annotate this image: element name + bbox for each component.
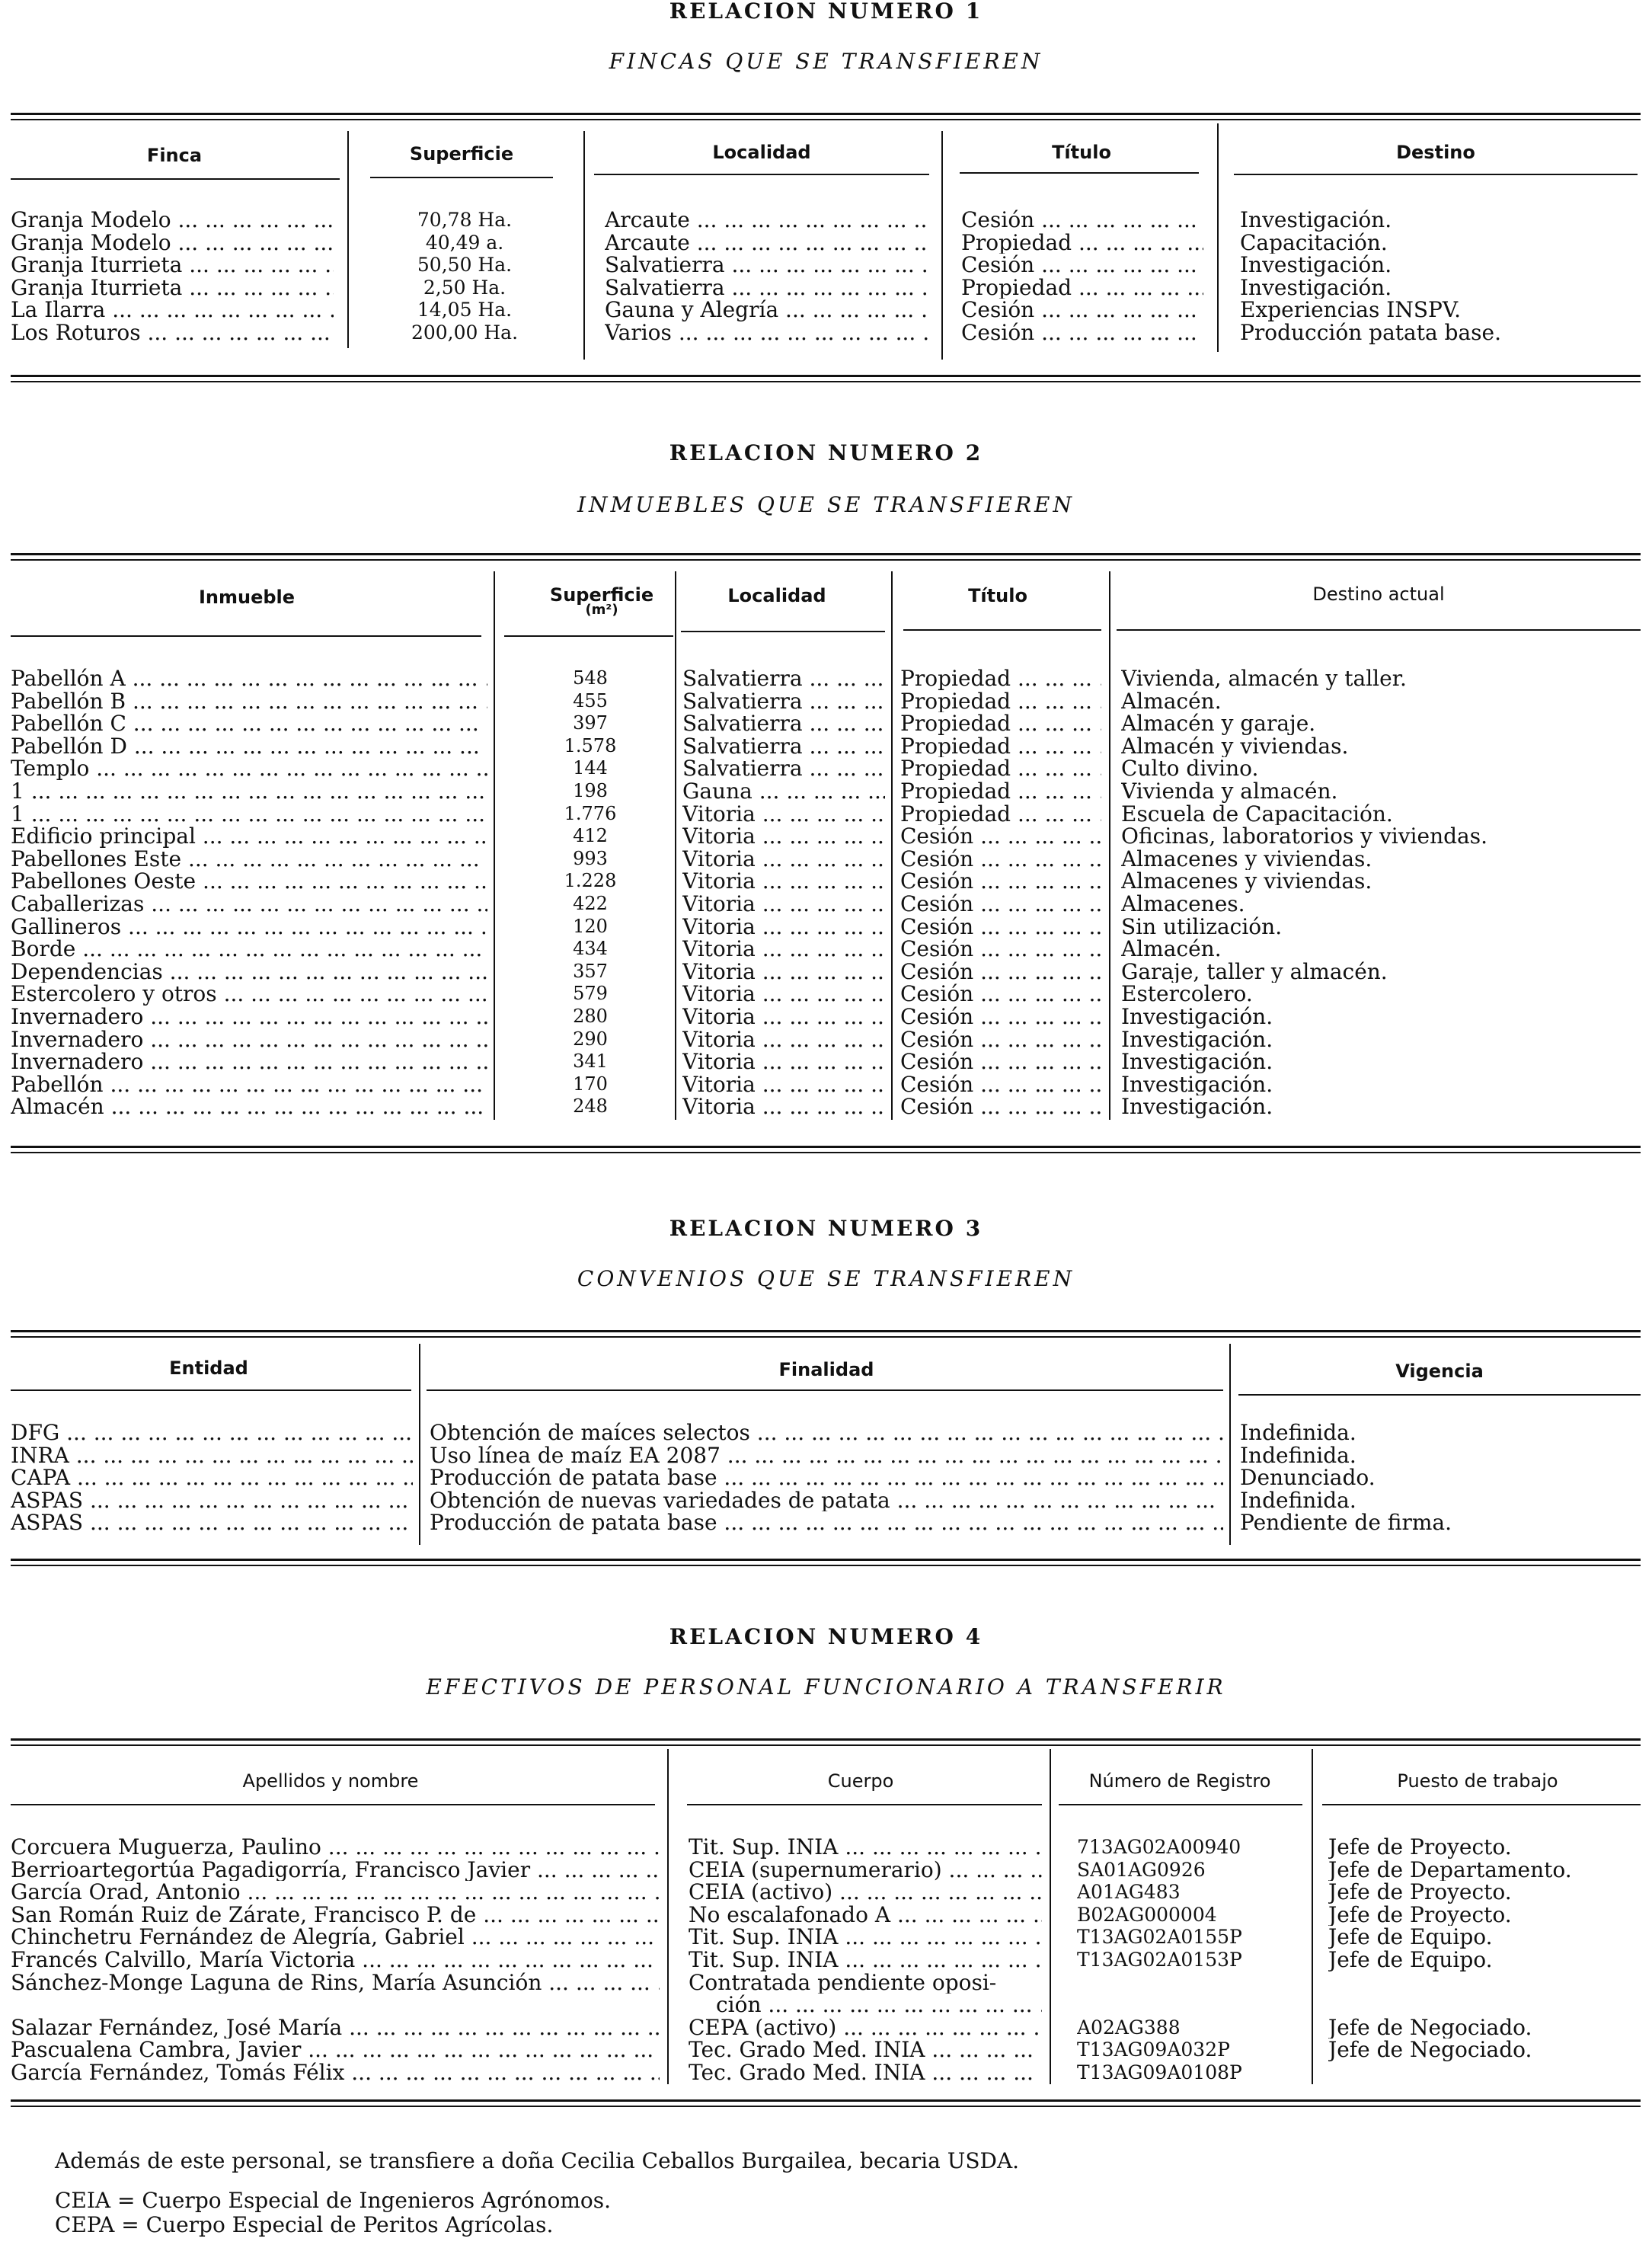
column-divider — [1312, 1749, 1313, 2084]
rel2-header-destino: Destino actual — [1312, 584, 1445, 605]
table-cell: Jefe de Equipo. — [1328, 1926, 1493, 1949]
table-cell: Cesión ... . — [900, 1028, 1101, 1051]
rel1-header-underline — [960, 172, 1199, 174]
table-cell: Pabellón A ... . — [11, 667, 487, 690]
table-cell: Vitoria ... . — [682, 961, 885, 983]
table-cell: 170 — [573, 1073, 608, 1095]
table-cell: Cesión ... . — [900, 916, 1101, 939]
rel4-title: RELACION NUMERO 4 — [669, 1624, 983, 1649]
table-cell: 40,49 a. — [425, 231, 504, 254]
table-cell: Sánchez-Monge Laguna de Rins, María Asunción ... . — [11, 1971, 660, 1994]
rel1-header-underline — [11, 178, 340, 180]
table-cell: Vitoria ... . — [682, 983, 885, 1006]
rel3-header-finalidad: Finalidad — [778, 1359, 874, 1380]
table-cell: Pabellones Oeste ... . — [11, 870, 487, 893]
rel2-header-underline — [903, 629, 1101, 631]
table-cell: 14,05 Ha. — [417, 299, 513, 321]
table-cell: Obtención de nuevas variedades de patata ... . — [430, 1489, 1223, 1512]
rel1-col-destino — [1240, 209, 1641, 344]
table-cell: Salvatierra ... . — [682, 712, 885, 735]
rel1-header-underline — [1234, 174, 1638, 175]
table-cell: 412 — [573, 825, 608, 847]
table-cell: INRA ... . — [11, 1444, 413, 1467]
table-cell: 198 — [573, 779, 608, 801]
table-cell — [1077, 1994, 1305, 2016]
table-cell: Chinchetru Fernández de Alegría, Gabriel ... . — [11, 1926, 660, 1949]
column-divider — [419, 1344, 420, 1545]
rel2-col-superficie — [510, 667, 670, 1118]
table-cell: Granja Iturrieta ... . — [11, 254, 334, 277]
table-cell — [1328, 2061, 1641, 2084]
column-divider — [1109, 571, 1110, 1120]
rel2-header-superficie-label: Superficie — [549, 584, 654, 606]
table-cell: Vitoria ... . — [682, 916, 885, 939]
column-divider — [347, 131, 349, 348]
table-cell: Invernadero ... . — [11, 1006, 487, 1028]
table-cell: Salvatierra ... . — [682, 735, 885, 758]
table-cell: Obtención de maíces selectos ... . — [430, 1421, 1223, 1444]
table-cell: Investigación. — [1121, 1028, 1273, 1051]
rel1-col-localidad — [605, 209, 928, 344]
table-cell: Tec. Grado Med. INIA ... . — [689, 2061, 1042, 2084]
table-cell: Cesión ... . — [961, 299, 1203, 321]
table-cell: Invernadero ... . — [11, 1050, 487, 1073]
table-cell: Estercolero y otros ... . — [11, 983, 487, 1006]
table-cell: Vivienda y almacén. — [1121, 779, 1338, 803]
table-cell: Vitoria ... . — [682, 893, 885, 916]
table-cell: Salvatierra ... . — [605, 277, 928, 299]
table-cell: ASPAS ... . — [11, 1511, 413, 1534]
table-cell: Jefe de Negociado. — [1328, 2039, 1532, 2061]
rel1-header-superficie: Superficie — [409, 143, 514, 165]
table-cell: Investigación. — [1121, 1005, 1273, 1028]
table-cell: 290 — [573, 1028, 608, 1050]
table-cell: Varios ... . — [605, 321, 928, 344]
table-cell: Dependencias ... . — [11, 961, 487, 983]
table-cell: Vitoria ... . — [682, 938, 885, 961]
rel1-col-finca — [11, 209, 334, 344]
table-cell: Salvatierra ... . — [682, 690, 885, 713]
table-cell: 397 — [573, 712, 608, 734]
table-cell: Arcaute ... . — [605, 232, 928, 254]
table-cell: Producción patata base. — [1240, 321, 1502, 344]
table-cell: 434 — [573, 938, 608, 960]
rel3-header-underline — [1238, 1394, 1641, 1396]
rel1-header-underline — [594, 174, 929, 175]
table-cell: 579 — [573, 983, 608, 1005]
table-cell: 50,50 Ha. — [417, 254, 513, 277]
table-cell: DFG ... . — [11, 1421, 413, 1444]
table-cell: Denunciado. — [1240, 1466, 1376, 1489]
rel3-col-finalidad — [430, 1421, 1223, 1534]
rel4-header-underline — [1322, 1804, 1641, 1805]
table-cell: CEIA (activo) ... . — [689, 1881, 1042, 1904]
rel2-header-unit: (m²) — [585, 602, 618, 618]
table-cell: Cesión ... . — [900, 961, 1101, 983]
table-cell: Almacenes. — [1121, 892, 1245, 916]
rel2-col-localidad — [682, 667, 885, 1118]
rel3-title: RELACION NUMERO 3 — [669, 1216, 983, 1241]
footer-note: Además de este personal, se transfiere a doña Cecilia Ceballos Burgailea, becaria USDA. — [55, 2148, 1020, 2173]
rel1-col-superficie — [381, 209, 548, 344]
rel4-header-nombre: Apellidos y nombre — [242, 1770, 419, 1792]
table-cell: Indefinida. — [1240, 1444, 1356, 1467]
rel1-bottom-rule — [11, 375, 1641, 382]
table-cell: A02AG388 — [1077, 2016, 1181, 2039]
table-cell: ción ... . — [689, 1994, 1042, 2016]
rel3-top-rule — [11, 1330, 1641, 1338]
table-cell: Granja Modelo ... . — [11, 209, 334, 232]
table-cell: Estercolero. — [1121, 983, 1253, 1006]
table-cell: Borde ... . — [11, 938, 487, 961]
table-cell: Almacén y garaje. — [1121, 712, 1316, 735]
column-divider — [1229, 1344, 1231, 1545]
table-cell: Propiedad ... . — [900, 735, 1101, 758]
table-cell: Almacén ... . — [11, 1095, 487, 1118]
rel4-header-cuerpo: Cuerpo — [827, 1770, 894, 1792]
table-cell: 993 — [573, 847, 608, 869]
table-cell: Producción de patata base ... . — [430, 1466, 1223, 1489]
table-cell: Propiedad ... . — [900, 780, 1101, 803]
table-cell: Vitoria ... . — [682, 848, 885, 871]
rel3-col-entidad — [11, 1421, 413, 1534]
table-cell: Vitoria ... . — [682, 825, 885, 848]
rel3-header-underline — [427, 1389, 1223, 1391]
rel4-header-underline — [687, 1804, 1042, 1805]
table-cell: 280 — [573, 1005, 608, 1027]
table-cell: Tit. Sup. INIA ... . — [689, 1949, 1042, 1971]
table-cell: Contratada pendiente oposi- — [689, 1971, 997, 1994]
table-cell: Investigación. — [1240, 209, 1392, 232]
table-cell: Caballerizas ... . — [11, 893, 487, 916]
table-cell: San Román Ruiz de Zárate, Francisco P. de ... . — [11, 1904, 660, 1927]
rel3-header-underline — [11, 1389, 411, 1391]
table-cell: Tit. Sup. INIA ... . — [689, 1836, 1042, 1859]
column-divider — [1217, 123, 1219, 352]
table-cell: Almacén. — [1121, 689, 1222, 713]
table-cell: Cesión ... . — [900, 1073, 1101, 1096]
table-cell: Jefe de Proyecto. — [1328, 1903, 1512, 1927]
table-cell: Cesión ... . — [961, 254, 1203, 277]
rel2-header-superficie — [503, 585, 701, 616]
table-cell: Arcaute ... . — [605, 209, 928, 232]
column-divider — [941, 131, 943, 360]
table-cell: T13AG09A0108P — [1077, 2061, 1242, 2083]
table-cell: T13AG09A032P — [1077, 2039, 1230, 2061]
footer-ceia: CEIA = Cuerpo Especial de Ingenieros Agrónomos. — [55, 2188, 611, 2213]
table-cell: 713AG02A00940 — [1077, 1836, 1241, 1858]
table-cell: 120 — [573, 915, 608, 937]
rel2-header-underline — [504, 635, 673, 637]
table-cell: Producción de patata base ... . — [430, 1511, 1223, 1534]
table-cell: Almacén y viviendas. — [1121, 734, 1349, 758]
table-cell: CEPA (activo) ... . — [689, 2016, 1042, 2039]
table-cell: Investigación. — [1121, 1050, 1273, 1073]
rel2-header-titulo: Título — [968, 585, 1027, 606]
table-cell: García Fernández, Tomás Félix ... . — [11, 2061, 660, 2084]
table-cell: Capacitación. — [1240, 231, 1388, 254]
rel2-title: RELACION NUMERO 2 — [669, 440, 983, 465]
table-cell: 70,78 Ha. — [417, 209, 513, 231]
table-cell: Corcuera Muguerza, Paulino ... . — [11, 1836, 660, 1859]
table-cell: 200,00 Ha. — [411, 321, 519, 344]
table-cell: Salvatierra ... . — [605, 254, 928, 277]
table-cell: Salazar Fernández, José María ... . — [11, 2016, 660, 2039]
rel4-header-puesto: Puesto de trabajo — [1397, 1770, 1558, 1792]
rel3-header-entidad: Entidad — [169, 1357, 248, 1379]
table-cell: 341 — [573, 1050, 608, 1073]
table-cell: 548 — [573, 667, 608, 689]
table-cell: Vitoria ... . — [682, 1006, 885, 1028]
table-cell: Edificio principal ... . — [11, 825, 487, 848]
column-divider — [675, 571, 676, 1120]
table-cell: Jefe de Proyecto. — [1328, 1881, 1512, 1904]
rel2-bottom-rule — [11, 1146, 1641, 1153]
table-cell: Almacenes y viviendas. — [1121, 847, 1372, 871]
rel1-header-underline — [370, 177, 553, 178]
table-cell: Investigación. — [1121, 1073, 1273, 1096]
rel1-title: RELACION NUMERO 1 — [669, 0, 983, 24]
rel2-subtitle: INMUEBLES QUE SE TRANSFIEREN — [577, 492, 1075, 517]
table-cell: Almacén. — [1121, 938, 1222, 961]
table-cell: Investigación. — [1240, 254, 1392, 277]
table-cell: Cesión ... . — [961, 209, 1203, 232]
table-cell: Indefinida. — [1240, 1489, 1356, 1512]
table-cell: Templo ... . — [11, 757, 487, 780]
table-cell: Indefinida. — [1240, 1421, 1356, 1444]
rel2-header-underline — [681, 631, 885, 632]
table-cell: Cesión ... . — [900, 870, 1101, 893]
rel2-header-localidad: Localidad — [727, 585, 826, 606]
rel3-col-vigencia — [1240, 1421, 1641, 1534]
table-cell: Propiedad ... . — [900, 667, 1101, 690]
table-cell: 357 — [573, 960, 608, 982]
table-cell: Cesión ... . — [900, 893, 1101, 916]
table-cell: 1 ... . — [11, 780, 487, 803]
rel4-col-nombre — [11, 1836, 660, 2084]
table-cell: 455 — [573, 689, 608, 711]
table-cell: Cesión ... . — [900, 983, 1101, 1006]
table-cell: Propiedad ... . — [961, 232, 1203, 254]
table-cell: Garaje, taller y almacén. — [1121, 960, 1388, 983]
table-cell: Oficinas, laboratorios y viviendas. — [1121, 825, 1488, 848]
table-cell: 1 ... . — [11, 803, 487, 826]
table-cell: 144 — [573, 757, 608, 779]
table-cell: No escalafonado A ... . — [689, 1904, 1042, 1927]
rel2-header-inmueble: Inmueble — [198, 587, 296, 608]
table-cell: 1.776 — [564, 802, 617, 824]
table-cell: Pabellón ... . — [11, 1073, 487, 1096]
table-cell: Vivienda, almacén y taller. — [1121, 667, 1407, 690]
table-cell: Pabellón C ... . — [11, 712, 487, 735]
rel1-col-titulo — [961, 209, 1203, 344]
table-cell: 1.578 — [564, 734, 617, 756]
table-cell: Propiedad ... . — [900, 690, 1101, 713]
table-cell: Culto divino. — [1121, 757, 1259, 780]
rel3-bottom-rule — [11, 1559, 1641, 1566]
table-cell: ASPAS ... . — [11, 1489, 413, 1512]
table-cell — [1077, 1971, 1305, 1994]
table-cell: Invernadero ... . — [11, 1028, 487, 1051]
table-cell: Cesión ... . — [900, 1050, 1101, 1073]
table-cell: Uso línea de maíz EA 2087 ... . — [430, 1444, 1223, 1467]
column-divider — [891, 571, 893, 1120]
footer-cepa: CEPA = Cuerpo Especial de Peritos Agrícolas. — [55, 2212, 554, 2237]
table-cell: Vitoria ... . — [682, 1073, 885, 1096]
table-cell: Los Roturos ... . — [11, 321, 334, 344]
table-cell: Granja Modelo ... . — [11, 232, 334, 254]
table-cell: Pendiente de firma. — [1240, 1511, 1452, 1534]
table-cell: T13AG02A0155P — [1077, 1926, 1242, 1949]
table-cell: Pabellón B ... . — [11, 690, 487, 713]
table-cell: Cesión ... . — [900, 825, 1101, 848]
rel4-col-cuerpo — [689, 1836, 1042, 2084]
rel2-top-rule — [11, 553, 1641, 561]
table-cell: Vitoria ... . — [682, 1028, 885, 1051]
rel4-col-registro — [1077, 1836, 1305, 2084]
table-cell: Jefe de Equipo. — [1328, 1948, 1493, 1971]
table-cell: García Orad, Antonio ... . — [11, 1881, 660, 1904]
rel2-col-titulo — [900, 667, 1101, 1118]
table-cell: Jefe de Proyecto. — [1328, 1836, 1512, 1859]
table-cell: Vitoria ... . — [682, 1050, 885, 1073]
table-cell: Berrioartegortúa Pagadigorría, Francisco Javier ... . — [11, 1859, 660, 1882]
table-cell: 422 — [573, 892, 608, 914]
column-divider — [494, 571, 495, 1120]
column-divider — [667, 1749, 669, 2084]
table-cell: CEIA (supernumerario) ... . — [689, 1859, 1042, 1882]
table-cell — [1328, 1971, 1641, 1994]
table-cell: CAPA ... . — [11, 1466, 413, 1489]
table-cell: Gauna y Alegría ... . — [605, 299, 928, 321]
rel2-col-destino — [1121, 667, 1641, 1118]
table-cell: Experiencias INSPV. — [1240, 299, 1462, 321]
rel4-col-puesto — [1328, 1836, 1641, 2084]
table-cell: Investigación. — [1240, 276, 1392, 299]
table-cell: Pabellón D ... . — [11, 735, 487, 758]
table-cell: Gauna ... . — [682, 780, 885, 803]
table-cell — [1328, 1994, 1641, 2016]
rel1-top-rule — [11, 113, 1641, 120]
table-cell: Francés Calvillo, María Victoria ... . — [11, 1949, 660, 1971]
table-cell: Investigación. — [1121, 1095, 1273, 1118]
table-cell: Cesión ... . — [900, 938, 1101, 961]
table-cell: Tec. Grado Med. INIA ... . — [689, 2039, 1042, 2061]
rel4-subtitle: EFECTIVOS DE PERSONAL FUNCIONARIO A TRANSFERIR — [426, 1674, 1226, 1700]
table-cell: Jefe de Negociado. — [1328, 2016, 1532, 2039]
table-cell: 2,50 Ha. — [423, 276, 506, 299]
rel4-bottom-rule — [11, 2099, 1641, 2107]
table-cell: Granja Iturrieta ... . — [11, 277, 334, 299]
table-cell: Vitoria ... . — [682, 870, 885, 893]
table-cell: 1.228 — [564, 870, 617, 892]
column-divider — [1050, 1749, 1051, 2084]
table-cell: Cesión ... . — [900, 1095, 1101, 1118]
table-cell: Propiedad ... . — [900, 803, 1101, 826]
rel1-subtitle: FINCAS QUE SE TRANSFIEREN — [609, 49, 1043, 74]
rel3-subtitle: CONVENIOS QUE SE TRANSFIEREN — [577, 1266, 1075, 1291]
table-cell: Sin utilización. — [1121, 915, 1283, 939]
table-cell: Salvatierra ... . — [682, 757, 885, 780]
table-cell: Escuela de Capacitación. — [1121, 802, 1393, 826]
table-cell: Propiedad ... . — [900, 757, 1101, 780]
table-cell: Salvatierra ... . — [682, 667, 885, 690]
table-cell: B02AG000004 — [1077, 1903, 1217, 1926]
table-cell: La Ilarra ... . — [11, 299, 334, 321]
table-cell: Vitoria ... . — [682, 803, 885, 826]
table-cell: Cesión ... . — [961, 321, 1203, 344]
table-cell: A01AG483 — [1077, 1881, 1181, 1904]
rel1-header-titulo: Título — [1052, 142, 1111, 163]
table-cell — [11, 1994, 660, 2016]
rel1-header-localidad: Localidad — [712, 142, 811, 163]
rel2-header-underline — [1117, 629, 1641, 631]
rel4-header-underline — [11, 1804, 655, 1805]
table-cell: Jefe de Departamento. — [1328, 1858, 1572, 1882]
table-cell: Propiedad ... . — [900, 712, 1101, 735]
table-cell: Cesión ... . — [900, 848, 1101, 871]
table-cell: SA01AG0926 — [1077, 1858, 1206, 1881]
rel4-header-registro: Número de Registro — [1088, 1770, 1271, 1792]
rel4-header-underline — [1059, 1804, 1302, 1805]
table-cell: T13AG02A0153P — [1077, 1948, 1242, 1971]
rel2-header-underline — [11, 635, 481, 637]
table-cell: Cesión ... . — [900, 1006, 1101, 1028]
rel4-top-rule — [11, 1738, 1641, 1746]
table-cell: Pabellones Este ... . — [11, 848, 487, 871]
table-cell: Gallineros ... . — [11, 916, 487, 939]
rel1-header-destino: Destino — [1396, 142, 1475, 163]
table-cell: 248 — [573, 1095, 608, 1118]
column-divider — [583, 131, 585, 360]
table-cell: Tit. Sup. INIA ... . — [689, 1926, 1042, 1949]
rel2-col-inmueble — [11, 667, 487, 1118]
table-cell: Pascualena Cambra, Javier ... . — [11, 2039, 660, 2061]
rel3-header-vigencia: Vigencia — [1395, 1361, 1484, 1382]
rel1-header-finca: Finca — [146, 145, 203, 166]
table-cell: Almacenes y viviendas. — [1121, 870, 1372, 893]
table-cell: Vitoria ... . — [682, 1095, 885, 1118]
table-cell: Propiedad ... . — [961, 277, 1203, 299]
